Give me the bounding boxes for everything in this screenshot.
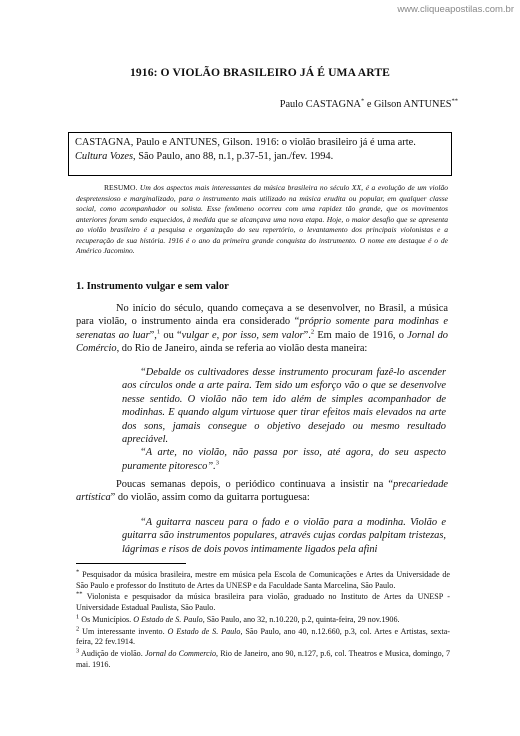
footnote-separator [76, 563, 186, 564]
footnote-text: , São Paulo, ano 32, n.10.220, p.2, quinta-feira, 29 nov.1906. [202, 614, 400, 624]
footnote [76, 570, 450, 591]
footnote-marker: * [361, 97, 365, 105]
quote-paragraph: “A guitarra nasceu para o fado e o violão para a modinha. Violão e guitarra são instrumentos populares, através cujas cordas palpitam tristezas, lágrimas e risos de dois povos intimamente ligados pela afini [122, 517, 446, 555]
footnote-source: O Estado de S. Paulo [167, 626, 241, 636]
footnote-source: Jornal do Commercio [144, 648, 217, 658]
footnote [76, 615, 450, 626]
footnote-ref: 1 [156, 328, 161, 336]
author-line [280, 99, 458, 110]
footnote-ref: 3 [215, 459, 219, 467]
footnote-text: , São Paulo, ano 40, n.12.660, p.3, col. Artes e Artistas, sexta-feira, 22 fev.1914. [76, 626, 450, 647]
footnote-text: Os Municípios. [79, 614, 134, 624]
text-run: ou “ [160, 329, 182, 341]
author-name: Paulo CASTAGNA [279, 99, 361, 110]
article-title: 1916: O VIOLÃO BRASILEIRO JÁ É UMA ARTE [130, 66, 390, 79]
footnote-marker: ** [76, 590, 83, 598]
section-heading: 1. Instrumento vulgar e sem valor [76, 281, 229, 292]
text-run: Em maio de 1916, o [314, 329, 408, 341]
footnote [76, 649, 450, 670]
footnote-marker: ** [451, 97, 458, 105]
footnote-text: Audição de violão. [79, 648, 145, 658]
footnote-marker: 3 [76, 647, 80, 655]
text-run: Jornal do Comércio [76, 329, 448, 355]
footnote [76, 624, 450, 648]
text-run: , do Rio de Janeiro, ainda se referia ao violão desta maneira: [116, 343, 368, 355]
footnote-source: O Estado de S. Paulo [133, 614, 203, 624]
author-conjunction: e [364, 99, 374, 110]
text-run: ”, [149, 329, 157, 341]
footnotes [76, 570, 450, 671]
footnote-marker: * [76, 568, 80, 576]
text-run: precariedade artística [76, 479, 448, 504]
citation-text: , São Paulo, ano 88, n.1, p.37-51, jan./fev. 1994. [133, 151, 334, 162]
citation-box [68, 132, 452, 176]
abstract-body: Um dos aspectos mais interessantes da música brasileira no século XX, é a evolução de um violão despretensioso e marginalizado, para o instrumento mais utilizado na música erudita ou popular, em qualquer classe social, como acompanhador ou solista. Esse fenômeno ocorreu com uma rapidez tão grande, que os movimentos anteriores foram sendo esquecidos, à medida que se alcançava uma nova etapa. Hoje, o maior desafio que se apresenta ao violão brasileiro é a pesquisa e organização do seu repertório, o levantamento dos principais violonistas e a recuperação de sua história. 1916 é o ano da primeira grande conquista do instrumento. O nome em destaque é o de Américo Jacomino. [76, 183, 448, 255]
quote-paragraph: “Debalde os cultivadores desse instrumento procuram fazê-lo ascender aos círculos onde a arte paira. Tem sido um esforço vão o que se desenvolve nesse sentido. O violão não tem ido além de simples acompanhador de modinhas. E quando algum virtuose quer tirar efeitos mais elevados na arte dos sons, jamais consegue o objetivo desejado ou mesmo resultado apreciável. [122, 367, 446, 446]
abstract-label: RESUMO. [104, 183, 138, 192]
paragraph [76, 478, 448, 505]
text-run: próprio somente para modinhas e serenatas ao luar [76, 316, 448, 341]
paragraph [76, 302, 448, 356]
text-run: No início do século, quando começava a se desenvolver, no Brasil, a música para violão, o instrumento ainda era considerado “ [76, 303, 448, 328]
text-run: “A arte, no violão, não passa por isso, até agora, do seu aspecto puramente pitoresco”. [122, 447, 446, 472]
author-name: Gilson ANTUNES [373, 99, 452, 110]
footnote-text: Um interessante invento. [79, 626, 168, 636]
footnote-text: Violonista e pesquisador da música brasileira para violão, graduado no Instituto de Artes da UNESP - Universidade Estadual Paulista, São Paulo. [76, 592, 450, 613]
text-run: ” do violão, assim como da guitarra portuguesa: [110, 492, 310, 504]
footnote-marker: 2 [76, 624, 80, 632]
footnote [76, 592, 450, 613]
footnote-text: Pesquisador da música brasileira, mestre em música pela Escola de Comunicações e Artes da Universidade de São Paulo e professor do Instituto de Artes da UNESP e da Faculdade Santa Marcelina, São Paulo. [76, 570, 450, 590]
watermark-url: www.cliqueapostilas.com.br [397, 4, 514, 15]
citation-journal: Cultura Vozes [75, 151, 134, 162]
footnote-marker: 1 [76, 613, 80, 621]
text-run: vulgar e, por isso, sem valor [181, 329, 304, 341]
quote-paragraph [122, 446, 446, 473]
footnote-ref: 2 [310, 328, 315, 336]
footnote-text: , Rio de Janeiro, ano 90, n.127, p.6, col. Theatros e Musica, domingo, 7 mai. 1916. [76, 648, 450, 669]
block-quote [122, 516, 446, 556]
citation-text: CASTAGNA, Paulo e ANTUNES, Gilson. 1916: o violão brasileiro já é uma arte. [75, 137, 416, 148]
text-run: ”. [303, 329, 311, 341]
text-run: Poucas semanas depois, o periódico continuava a insistir na “ [116, 479, 393, 490]
block-quote [122, 366, 446, 473]
abstract [76, 183, 448, 257]
